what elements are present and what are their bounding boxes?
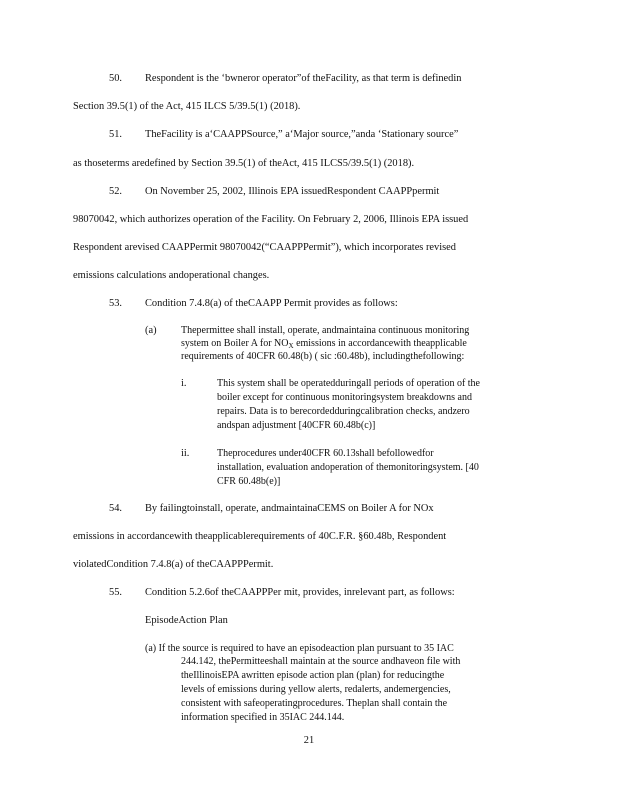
plan-a-line-2: 244.142, thePermitteeshall maintain at the source andhaveon file with <box>181 656 461 667</box>
paragraph-number-53: 53. <box>109 298 122 309</box>
paragraph-52-line-1: On November 25, 2002, Illinois EPA issuedRespondent CAAPPpermit <box>145 186 440 197</box>
paragraph-55-line-1: Condition 5.2.6of theCAAPPPer mit, provides, inrelevant part, as follows: <box>145 587 455 598</box>
quote-i-line-2: boiler except for continuous monitoringsystem breakdowns and <box>217 392 472 403</box>
plan-a-line-5: consistent with safeoperatingprocedures. Theplan shall contain the <box>181 698 448 709</box>
plan-a-line-3: theIllinoisEPA awritten episode action plan (plan) for reducingthe <box>181 670 445 681</box>
paragraph-54-line-2: emissions in accordancewith theapplicablerequirements of 40C.F.R. §60.48b, Respondent <box>73 531 447 542</box>
quote-a-line-3: requirements of 40CFR 60.48(b) ( sic :60.48b), includingthefollowing: <box>181 351 465 362</box>
paragraph-number-51: 51. <box>109 129 122 140</box>
paragraph-52-line-3: Respondent arevised CAAPPermit 98070042(“CAAPPPermit”), which incorporates revised <box>73 242 456 253</box>
plan-a-line-1: (a) If the source is required to have an episodeaction plan pursuant to 35 IAC <box>145 643 454 654</box>
paragraph-54-line-1: By failingtoinstall, operate, andmaintainaCEMS on Boiler A for NOx <box>145 503 434 514</box>
paragraph-50-line-1: Respondent is the ‘bwneror operator”of theFacility, as that term is definedin <box>145 73 462 84</box>
quote-item-ii-label: ii. <box>181 448 190 459</box>
paragraph-53-line-1: Condition 7.4.8(a) of theCAAPP Permit provides as follows: <box>145 298 398 309</box>
quote-ii-line-2: installation, evaluation andoperation of themonitoringsystem. [40 <box>217 462 479 473</box>
paragraph-number-54: 54. <box>109 503 122 514</box>
paragraph-50-line-2: Section 39.5(1) of the Act, 415 ILCS 5/39.5(1) (2018). <box>73 101 301 112</box>
episode-action-plan-heading: EpisodeAction Plan <box>145 615 228 626</box>
page-number: 21 <box>303 735 315 746</box>
quote-item-a-label: (a) <box>145 325 157 336</box>
quote-i-line-1: This system shall be operatedduringall periods of operation of the <box>217 378 480 389</box>
plan-a-line-4: levels of emissions during yellow alerts, redalerts, andemergencies, <box>181 684 451 695</box>
paragraph-52-line-4: emissions calculations andoperational changes. <box>73 270 270 281</box>
quote-item-i-label: i. <box>181 378 187 389</box>
quote-ii-line-1: Theprocedures under40CFR 60.13shall befollowedfor <box>217 448 434 459</box>
paragraph-51-line-1: TheFacility is a‘CAAPPSource,” a‘Major source,”anda ‘Stationary source” <box>145 129 459 140</box>
paragraph-54-line-3: violatedCondition 7.4.8(a) of theCAAPPPermit. <box>73 559 274 570</box>
quote-ii-line-3: CFR 60.48b(e)] <box>217 476 281 487</box>
paragraph-number-55: 55. <box>109 587 122 598</box>
plan-a-line-6: information specified in 35IAC 244.144. <box>181 712 345 723</box>
quote-a-line-1: Thepermittee shall install, operate, andmaintaina continuous monitoring <box>181 325 470 336</box>
quote-a-line-2: system on Boiler A for $NO_X$ emissions in accordancewith theapplicable <box>181 338 467 350</box>
paragraph-number-50: 50. <box>109 73 122 84</box>
paragraph-52-line-2: 98070042, which authorizes operation of the Facility. On February 2, 2006, Illinois EPA issued <box>73 214 469 225</box>
paragraph-51-line-2: as thoseterms aredefined by Section 39.5(1) of theAct, 415 ILCS5/39.5(1) (2018). <box>73 158 415 169</box>
quote-i-line-3: repairs. Data is to berecordedduringcalibration checks, andzero <box>217 406 470 417</box>
quote-i-line-4: andspan adjustment [40CFR 60.48b(c)] <box>217 420 376 431</box>
paragraph-number-52: 52. <box>109 186 122 197</box>
